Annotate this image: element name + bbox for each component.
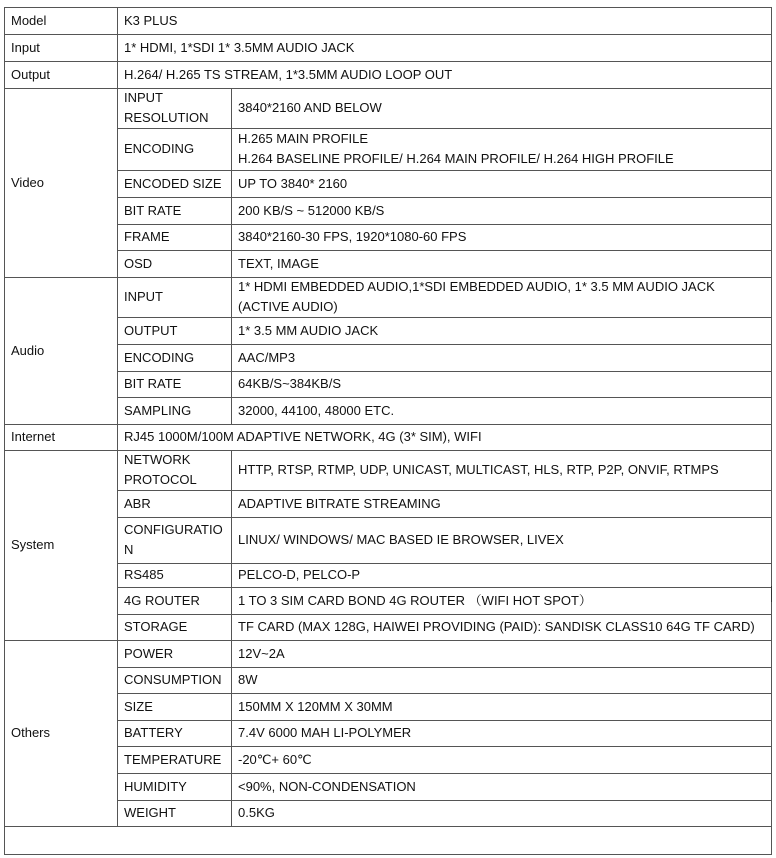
spec-label [124,250,228,277]
column-divider [117,450,118,640]
spec-label [124,640,228,667]
spec-label [124,563,228,587]
spec-value [238,317,769,344]
section-name: Audio [11,342,45,358]
section-name: Output [11,66,51,82]
spec-label [124,277,228,317]
spec-label [124,197,228,224]
spec-label [124,128,228,170]
spec-value-line: 32000, 44100, 48000 ETC. [238,402,395,418]
spec-value-line: 1* HDMI EMBEDDED AUDIO,1*SDI EMBEDDED AUDIO, 1* 3.5 MM AUDIO JACK [238,279,715,294]
column-divider [117,88,118,277]
column-divider [117,424,118,450]
spec-value [238,773,769,800]
spec-value [238,746,769,773]
section-border [4,826,772,827]
spec-value-line: 1 TO 3 SIM CARD BOND 4G ROUTER （WIFI HOT SPOT） [238,592,592,608]
spec-value-line: 200 KB/S ~ 512000 KB/S [238,202,385,218]
spec-label-line: ENCODING [124,349,195,365]
spec-label [124,693,228,720]
spec-label [124,397,228,424]
spec-value-line: TEXT, IMAGE [238,255,319,271]
spec-label [124,800,228,826]
spec-value [238,170,769,197]
spec-value-line: 8W [238,672,258,687]
spec-value-line: <90%, NON-CONDENSATION [238,778,416,794]
spec-label-line: ABR [124,495,151,511]
spec-label-line: WEIGHT [124,805,176,820]
table-border-left [4,7,5,855]
spec-value [238,693,769,720]
section-name: System [11,537,55,552]
spec-label [124,614,228,640]
spec-label [124,667,228,693]
spec-value-line: 1* 3.5 MM AUDIO JACK [238,322,379,338]
edge-marker [771,586,772,602]
spec-label-line: BIT RATE [124,376,182,391]
spec-value [238,640,769,667]
column-divider [117,34,118,61]
spec-label [124,517,228,563]
spec-label-line: BIT RATE [124,202,182,218]
spec-label [124,88,228,128]
spec-label-line: N [124,542,134,557]
spec-label-line: HUMIDITY [124,778,187,794]
spec-label-line: OUTPUT [124,322,178,338]
spec-label-line: POWER [124,645,174,661]
spec-label [124,344,228,371]
table-border-right [771,7,772,855]
column-divider [231,277,232,424]
spec-label [124,490,228,517]
spec-label-line: ENCODING [124,141,195,156]
spec-label-line: SAMPLING [124,402,192,418]
spec-value [238,371,769,397]
section-name: Others [11,725,51,740]
spec-value-line: 0.5KG [238,805,275,820]
spec-value-line: H.265 MAIN PROFILE [238,131,369,146]
spec-label [124,720,228,746]
spec-value [238,517,769,563]
section-name: Model [11,12,47,28]
spec-label-line: 4G ROUTER [124,592,200,608]
spec-value-line: 150MM X 120MM X 30MM [238,698,393,714]
spec-table [4,7,772,855]
spec-value [238,587,769,614]
spec-label-line: SIZE [124,698,153,714]
spec-label-line: RESOLUTION [124,110,209,125]
spec-label [124,317,228,344]
spec-label-line: PROTOCOL [124,472,197,487]
spec-label-line: INPUT [124,289,163,304]
spec-value [238,344,769,371]
spec-value [238,450,769,490]
spec-value-line: UP TO 3840* 2160 [238,175,348,191]
section-name: Video [11,174,45,190]
spec-value-line: H.264 BASELINE PROFILE/ H.264 MAIN PROFILE/ H.264 HIGH PROFILE [238,151,674,166]
spec-label [124,450,228,490]
spec-value-line: ADAPTIVE BITRATE STREAMING [238,495,441,511]
spec-value [238,88,769,128]
spec-value [238,277,769,317]
table-border-bottom [4,854,772,855]
column-divider [117,61,118,88]
spec-value-line: AAC/MP3 [238,349,296,365]
spec-value [238,614,769,640]
section-name: Input [11,39,40,55]
spec-label-line: OSD [124,255,153,271]
spec-value-line: 3840*2160-30 FPS, 1920*1080-60 FPS [238,229,467,244]
spec-label-line: TEMPERATURE [124,751,222,767]
column-divider [231,88,232,277]
section-value: K3 PLUS [124,12,178,28]
spec-value-line: LINUX/ WINDOWS/ MAC BASED IE BROWSER, LIVEX [238,532,564,547]
spec-value [238,250,769,277]
column-divider [231,450,232,640]
spec-value [238,397,769,424]
section-value: RJ45 1000M/100M ADAPTIVE NETWORK, 4G (3* SIM), WIFI [124,429,482,444]
spec-value-line: -20℃+ 60℃ [238,751,312,767]
spec-label-line: BATTERY [124,725,183,740]
spec-value [238,720,769,746]
spec-label [124,224,228,250]
section-value: H.264/ H.265 TS STREAM, 1*3.5MM AUDIO LOOP OUT [124,66,453,82]
spec-value-line: 3840*2160 AND BELOW [238,100,382,115]
section-value: 1* HDMI, 1*SDI 1* 3.5MM AUDIO JACK [124,39,355,55]
spec-value [238,490,769,517]
spec-value [238,128,769,170]
spec-value [238,224,769,250]
spec-value [238,197,769,224]
spec-label-line: RS485 [124,567,164,582]
column-divider [117,7,118,34]
spec-value-line: 12V~2A [238,645,285,661]
spec-value-line: HTTP, RTSP, RTMP, UDP, UNICAST, MULTICAST, HLS, RTP, P2P, ONVIF, RTMPS [238,462,719,477]
spec-label [124,746,228,773]
spec-label [124,371,228,397]
spec-value-line: (ACTIVE AUDIO) [238,299,338,314]
spec-value [238,563,769,587]
spec-label [124,587,228,614]
spec-value-line: 64KB/S~384KB/S [238,376,341,391]
spec-label-line: STORAGE [124,619,188,634]
spec-label-line: INPUT [124,90,163,105]
column-divider [117,277,118,424]
spec-label-line: ENCODED SIZE [124,175,222,191]
spec-value [238,800,769,826]
spec-value-line: TF CARD (MAX 128G, HAIWEI PROVIDING (PAID): SANDISK CLASS10 64G TF CARD) [238,619,755,634]
spec-label-line: CONFIGURATIO [124,522,223,537]
spec-label-line: NETWORK [124,452,191,467]
section-name: Internet [11,429,56,444]
spec-value [238,667,769,693]
spec-value-line: 7.4V 6000 MAH LI-POLYMER [238,725,412,740]
spec-value-line: PELCO-D, PELCO-P [238,567,361,582]
spec-label-line: CONSUMPTION [124,672,222,687]
spec-label [124,773,228,800]
spec-label-line: FRAME [124,229,170,244]
spec-label [124,170,228,197]
